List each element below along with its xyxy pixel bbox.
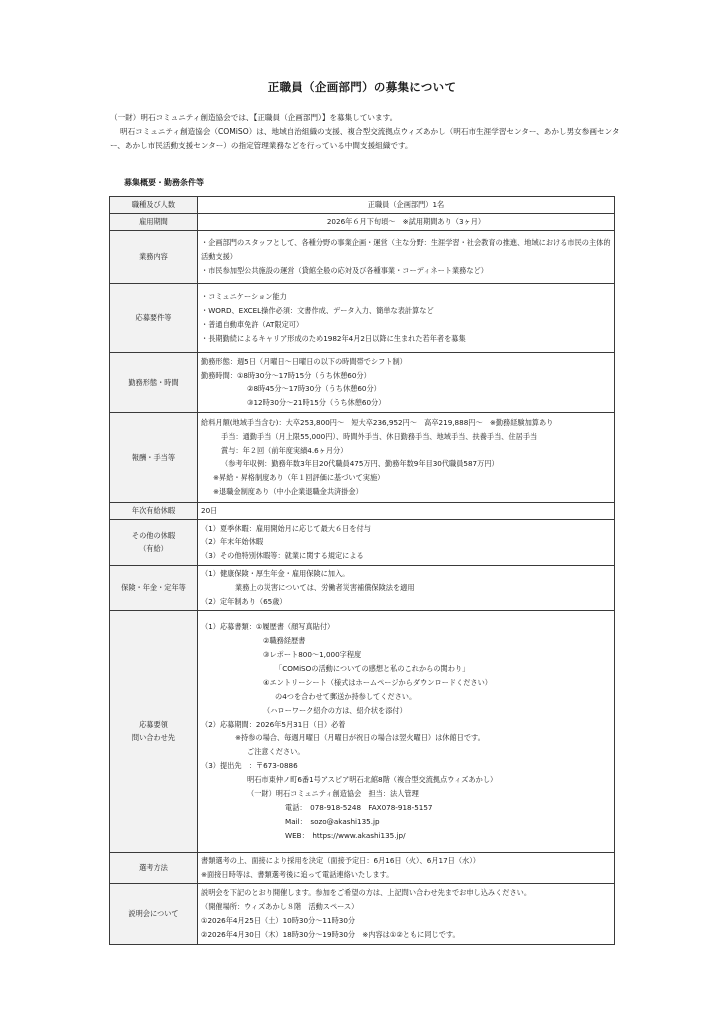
table-row [110, 230, 615, 283]
table-row [110, 519, 615, 565]
table-row [110, 502, 615, 519]
row-value-annual-leave: 20日 [201, 505, 218, 515]
requirement-line: ・普通自動車免許（AT限定可） [201, 319, 304, 329]
application-line: 「COMiSOの活動についての感想と私のこれからの関わり」 [275, 663, 470, 673]
application-line: ※持参の場合、毎週月曜日（月曜日が祝日の場合は翌火曜日）は休館日です。 [235, 733, 485, 743]
compensation-line: （参考年収例：勤務年数3年目20代職員475万円、勤務年数9年目30代職員587万円） [221, 459, 499, 469]
other-leave-line: （3）その他特別休暇等：就業に関する規定による [201, 551, 364, 561]
application-line: ②職務経歴書 [263, 636, 306, 646]
compensation-line: 給料月額(地域手当含む)：大卒253,800円～ 短大卒236,952円～ 高卒219,888円～ ※勤務経験加算あり [201, 417, 554, 427]
info-session-line: ①2026年4月25日（土）10時30分～11時30分 [201, 915, 356, 925]
intro-paragraph-2: 明石コミュニティ創造協会（COMiSO）は、地域自治組織の支援、複合型交流拠点ウィズあかし（明石市生涯学習センター、あかし男女参画センター、あかし市民活動支援センター）の指定管理業務などを行っている中間支援組織です。 [110, 127, 620, 150]
application-line: （3）提出先 ：〒673-0886 [201, 761, 298, 771]
conditions-table [109, 196, 615, 945]
info-session-line: 説明会を下記のとおり開催します。参加をご希望の方は、上記問い合わせ先までお申し込みください。 [201, 888, 532, 898]
row-label-requirements: 応募要件等 [110, 283, 198, 352]
table-row [110, 352, 615, 412]
row-label-job-type: 職種及び人数 [110, 197, 198, 214]
row-value-employment-period: 2026年６月下旬頃～ ※試用期間あり（3ヶ月） [326, 216, 486, 226]
row-label-contact: 問い合わせ先 [131, 733, 176, 743]
info-session-line: ②2026年4月30日（木）18時30分～19時30分 ※内容は①②ともに同じです。 [201, 929, 460, 939]
organization-line: （一財）明石コミュニティ創造協会 担当：法人管理 [247, 789, 419, 799]
table-row [110, 412, 615, 502]
row-label-work-hours: 勤務形態・時間 [110, 352, 198, 412]
insurance-line: 業務上の災害については、労働者災害補償保険法を適用 [235, 582, 415, 592]
selection-line: ※面接日時等は、書類選考後に追って電話連絡いたします。 [201, 869, 394, 879]
row-label-insurance: 保険・年金・定年等 [110, 565, 198, 610]
other-leave-line: （2）年末年始休暇 [201, 537, 264, 547]
compensation-line: ※退職金制度あり（中小企業退職金共済掛金） [213, 487, 363, 497]
job-content-line: ・企画部門のスタッフとして、各種分野の事業企画・運営（主な分野：生涯学習・社会教育の推進、地域における市民の主体的活動支援） [201, 238, 611, 261]
compensation-line: 賞与：年２回（前年度実績4.6ヶ月分） [221, 445, 348, 455]
requirement-line: ・WORD、EXCEL操作必須：文書作成、データ入力、簡単な表計算など [201, 306, 434, 315]
row-label-compensation: 報酬・手当等 [110, 412, 198, 502]
intro-paragraph-1: （一財）明石コミュニティ創造協会では、【正職員（企画部門）】を募集しています。 [110, 113, 398, 122]
intro [110, 111, 620, 153]
application-line: ④エントリーシート（様式はホームページからダウンロードください） [263, 677, 492, 687]
table-row [110, 852, 615, 883]
row-value-job-type: 正職員（企画部門）1名 [367, 200, 445, 209]
address-line: 明石市東仲ノ町6番1号アスピア明石北館8階（複合型交流拠点ウィズあかし） [247, 775, 498, 785]
work-hours-line: ③12時30分～21時15分（うち休憩60分） [247, 398, 386, 408]
row-label-employment-period: 雇用期間 [110, 213, 198, 230]
application-line: ご注意ください。 [247, 747, 305, 757]
table-row [110, 197, 615, 214]
web-line: WEB： https://www.akashi135.jp/ [285, 830, 406, 840]
table-row [110, 610, 615, 852]
compensation-line: ※昇給・昇格制度あり（年１回評価に基づいて実施） [213, 473, 385, 483]
compensation-line: 手当：通勤手当（月上限55,000円）、時間外手当、休日勤務手当、地域手当、扶養手当、住居手当 [221, 431, 538, 441]
work-hours-line: 勤務時間：①8時30分～17時15分（うち休憩60分） [201, 370, 371, 380]
application-line: （ハローワーク紹介の方は、紹介状を添付） [263, 705, 407, 715]
job-content-line: ・市民参加型公共施設の運営（貸館全般の応対及び各種事業・コーディネート業務など） [201, 265, 488, 275]
page-title: 正職員（企画部門）の募集について [267, 80, 457, 94]
insurance-line: （2）定年制あり（65歳） [201, 596, 287, 606]
row-label-job-content: 業務内容 [110, 230, 198, 283]
table-row [110, 213, 615, 230]
table-row [110, 283, 615, 352]
section-heading: 募集概要・勤務条件等 [124, 178, 204, 187]
row-label-application: 応募要領 [139, 720, 168, 730]
info-session-line: （開催場所：ウィズあかし８階 活動スペース） [201, 902, 359, 911]
selection-line: 書類選考の上、面接により採用を決定（面接予定日：6月16日（火）、6月17日（水）） [201, 856, 480, 865]
other-leave-line: （1）夏季休暇：雇用開始月に応じて最大６日を付与 [201, 523, 371, 533]
row-label-other-leave: その他の休暇 [131, 531, 176, 541]
application-line: の4つを合わせて郵送か持参してください。 [275, 691, 417, 701]
requirement-line: ・長期勤続によるキャリア形成のため1982年4月2日以降に生まれた若年者を募集 [201, 333, 466, 343]
application-line: （1）応募書類：①履歴書（顔写真貼付） [201, 622, 335, 632]
table-row [110, 883, 615, 944]
row-label-annual-leave: 年次有給休暇 [110, 502, 198, 519]
work-hours-line: ②8時45分～17時30分（うち休憩60分） [247, 384, 381, 394]
email-line: Mail： sozo@akashi135.jp [285, 816, 380, 826]
application-line: ③レポート800～1,000字程度 [263, 649, 362, 659]
requirement-line: ・コミュニケーション能力 [201, 292, 287, 302]
row-label-other-leave-paid: （有給） [139, 544, 168, 554]
phone-fax-line: 電話： 078-918-5248 FAX078-918-5157 [285, 802, 433, 812]
row-label-info-session: 説明会について [110, 883, 198, 944]
application-line: （2）応募期間：2026年5月31日（日）必着 [201, 719, 346, 729]
work-hours-line: 勤務形態：週5日（月曜日～日曜日の以下の時間帯でシフト制） [201, 356, 407, 366]
table-row [110, 565, 615, 610]
insurance-line: （1）健康保険・厚生年金・雇用保険に加入。 [201, 569, 350, 579]
row-label-selection: 選考方法 [110, 852, 198, 883]
